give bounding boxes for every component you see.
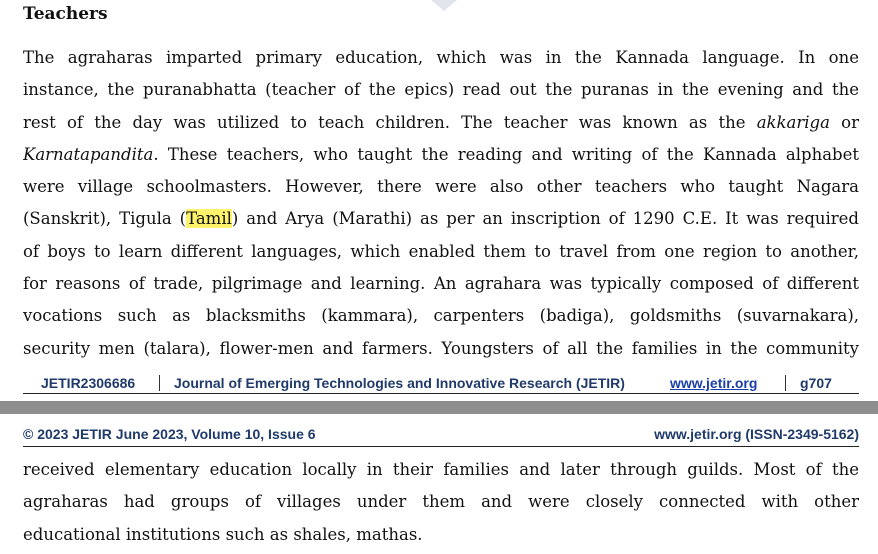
text-run: for reasons of trade, pilgrimage and learning. An agrahara was typically composed of different [23,274,859,294]
text-run: (Sanskrit), Tigula ( [23,209,187,229]
header-copyright: © 2023 JETIR June 2023, Volume 10, Issue 6 [23,426,316,442]
text-line [23,107,859,139]
text-line [23,333,859,365]
text-line [23,203,859,235]
text-line [23,236,859,268]
footer-article-id: JETIR2306686 [41,375,136,391]
text-line [23,42,859,74]
header-issn: www.jetir.org (ISSN-2349-5162) [654,426,859,442]
paragraph-continued [23,454,859,551]
footer-divider [159,375,160,391]
text-run: rest of the day was utilized to teach children. The teacher was known as the [23,112,757,132]
text-line [23,486,859,518]
text-line [23,171,859,203]
footer-page-number: g707 [800,375,832,391]
text-line [23,454,859,486]
text-line [23,139,859,171]
italic-term: Karnatapandita [23,144,154,164]
text-run: The agraharas imparted primary education, which was in the Kannada language. In one [23,48,859,67]
text-run: . These teachers, who taught the reading and writing of the Kannada alphabet [153,144,859,164]
text-run: or [829,112,859,132]
text-run: ) and Arya (Marathi) as per an inscription of 1290 C.E. It was required [231,209,859,229]
text-line [23,268,859,300]
page-header [23,426,859,447]
footer-divider [785,375,786,391]
text-run: vocations such as blacksmiths (kammara), carpenters (badiga), goldsmiths (suvarnakara), [23,306,859,326]
text-run: were village schoolmasters. However, there were also other teachers who taught Nagara [23,177,859,197]
footer-website-link[interactable]: www.jetir.org [670,375,758,391]
text-run: security men (talara), flower-men and farmers. Youngsters of all the families in the community [23,338,859,358]
footer-journal-name: Journal of Emerging Technologies and Innovative Research (JETIR) [174,375,625,391]
highlighted-term: Tamil [186,209,232,229]
page-footer [23,373,859,394]
text-run: instance, the puranabhatta (teacher of the epics) read out the puranas in the evening and the [23,80,859,100]
text-line [23,74,859,106]
text-run: of boys to learn different languages, which enabled them to travel from one region to another, [23,241,859,261]
text-line [23,300,859,332]
page-separator [0,401,878,414]
section-heading: Teachers [23,4,108,24]
page-tab-marker [431,0,457,11]
text-run: received elementary education locally in their families and later through guilds. Most of the [23,460,859,479]
text-run: agraharas had groups of villages under them and were closely connected with other [23,492,859,512]
text-line [23,519,859,551]
italic-term: akkariga [756,112,830,132]
paragraph-teachers [23,42,859,365]
text-run: educational institutions such as shales, mathas. [23,524,423,544]
